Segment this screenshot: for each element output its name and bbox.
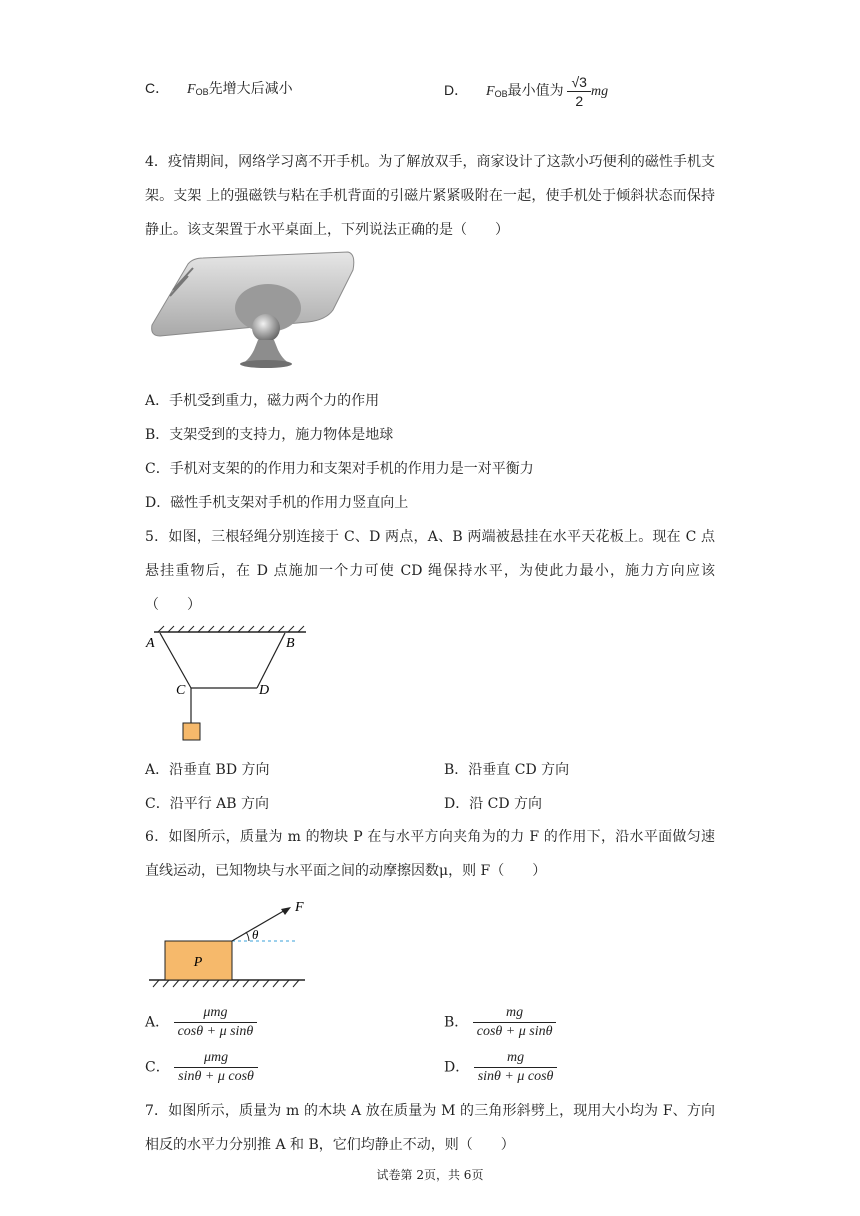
option-text: 先增大后减小 xyxy=(208,80,293,96)
q6-option-a xyxy=(145,1004,257,1041)
q3-option-c xyxy=(145,78,293,98)
option-label: D． xyxy=(444,82,469,98)
fraction xyxy=(474,1049,558,1086)
fraction-numerator: √3 xyxy=(567,73,590,92)
fraction-numerator: μmg xyxy=(174,1004,258,1023)
q5-option-c: C．沿平行 AB 方向 xyxy=(145,796,270,812)
subscript: OB xyxy=(494,89,508,99)
option-label: B． xyxy=(444,1014,469,1031)
fraction xyxy=(174,1049,258,1086)
fraction xyxy=(174,1004,258,1041)
force-f-label: F xyxy=(295,900,304,915)
q7-stem: 7．如图所示，质量为 m 的木块 A 放在质量为 M 的三角形斜劈上，现用大小均为 F、方向相反的水平力分别推 A 和 B，它们均静止不动，则（ ） xyxy=(145,1103,715,1153)
q5-option-b: B．沿垂直 CD 方向 xyxy=(444,762,570,778)
q4-stem: 4．疫情期间，网络学习离不开手机。为了解放双手，商家设计了这款小巧便利的磁性手机支架。支架 上的强磁铁与粘在手机背面的引磁片紧紧吸附在一起，使手机处于倾斜状态而保持静止。该支架置于水平桌面上，下列说法正确的是（ ） xyxy=(145,154,715,238)
fraction-denominator: cosθ + μ sinθ xyxy=(177,1024,254,1039)
option-label: C． xyxy=(145,1059,170,1076)
q5-option-a: A．沿垂直 BD 方向 xyxy=(145,762,270,778)
q5-stem: 5．如图，三根轻绳分别连接于 C、D 两点，A、B 两端被悬挂在水平天花板上。现在 C 点悬挂重物后，在 D 点施加一个力可使 CD 绳保持水平，为使此力最小，施力方向应该（ ） xyxy=(145,529,715,613)
fraction-denominator: 2 xyxy=(575,92,584,109)
label-d: D xyxy=(259,683,270,698)
angle-theta-label: θ xyxy=(252,927,259,942)
formula-tail: mg xyxy=(590,84,609,99)
variable: F xyxy=(187,82,196,97)
q6-option-d xyxy=(444,1049,557,1086)
option-text: 最小值为 xyxy=(507,82,564,98)
q6-option-c xyxy=(145,1049,258,1086)
phone-holder-photo xyxy=(148,250,358,370)
fraction-numerator: mg xyxy=(474,1049,558,1068)
fraction xyxy=(473,1004,557,1041)
q4-option-c: C．手机对支架的的作用力和支架对手机的作用力是一对平衡力 xyxy=(145,461,534,477)
label-b: B xyxy=(286,636,295,651)
q3-option-d xyxy=(444,72,608,112)
fraction-denominator: sinθ + μ cosθ xyxy=(477,1069,554,1084)
page-footer: 试卷第 2页，共 6页 xyxy=(376,1168,484,1182)
q4-option-b: B．支架受到的支持力，施力物体是地球 xyxy=(145,427,394,443)
q5-option-d: D．沿 CD 方向 xyxy=(444,796,543,812)
option-label: A． xyxy=(145,1014,170,1031)
fraction xyxy=(567,73,590,110)
q6-stem: 6．如图所示，质量为 m 的物块 P 在与水平方向夹角为的力 F 的作用下，沿水平面做匀速直线运动，已知物块与水平面之间的动摩擦因数μ，则 F（ ） xyxy=(145,829,715,879)
q4-option-d: D．磁性手机支架对手机的作用力竖直向上 xyxy=(145,495,409,511)
q5-rope-diagram xyxy=(140,620,320,750)
label-a: A xyxy=(146,636,155,651)
q4-options xyxy=(145,384,534,520)
block-p-label: P xyxy=(193,955,203,970)
fraction-numerator: mg xyxy=(473,1004,557,1023)
option-label: C． xyxy=(145,80,170,96)
q4-option-a: A．手机受到重力，磁力两个力的作用 xyxy=(145,393,380,409)
label-c: C xyxy=(176,683,186,698)
fraction-denominator: cosθ + μ sinθ xyxy=(476,1024,553,1039)
q5-options-right xyxy=(444,753,569,821)
q6-block-diagram xyxy=(145,895,325,990)
fraction-denominator: sinθ + μ cosθ xyxy=(178,1069,254,1084)
fraction-numerator: μmg xyxy=(174,1049,258,1068)
variable: F xyxy=(486,84,495,99)
q5-options-left xyxy=(145,753,270,821)
q6-option-b xyxy=(444,1004,556,1041)
subscript: OB xyxy=(195,87,209,97)
option-label: D． xyxy=(444,1059,470,1076)
